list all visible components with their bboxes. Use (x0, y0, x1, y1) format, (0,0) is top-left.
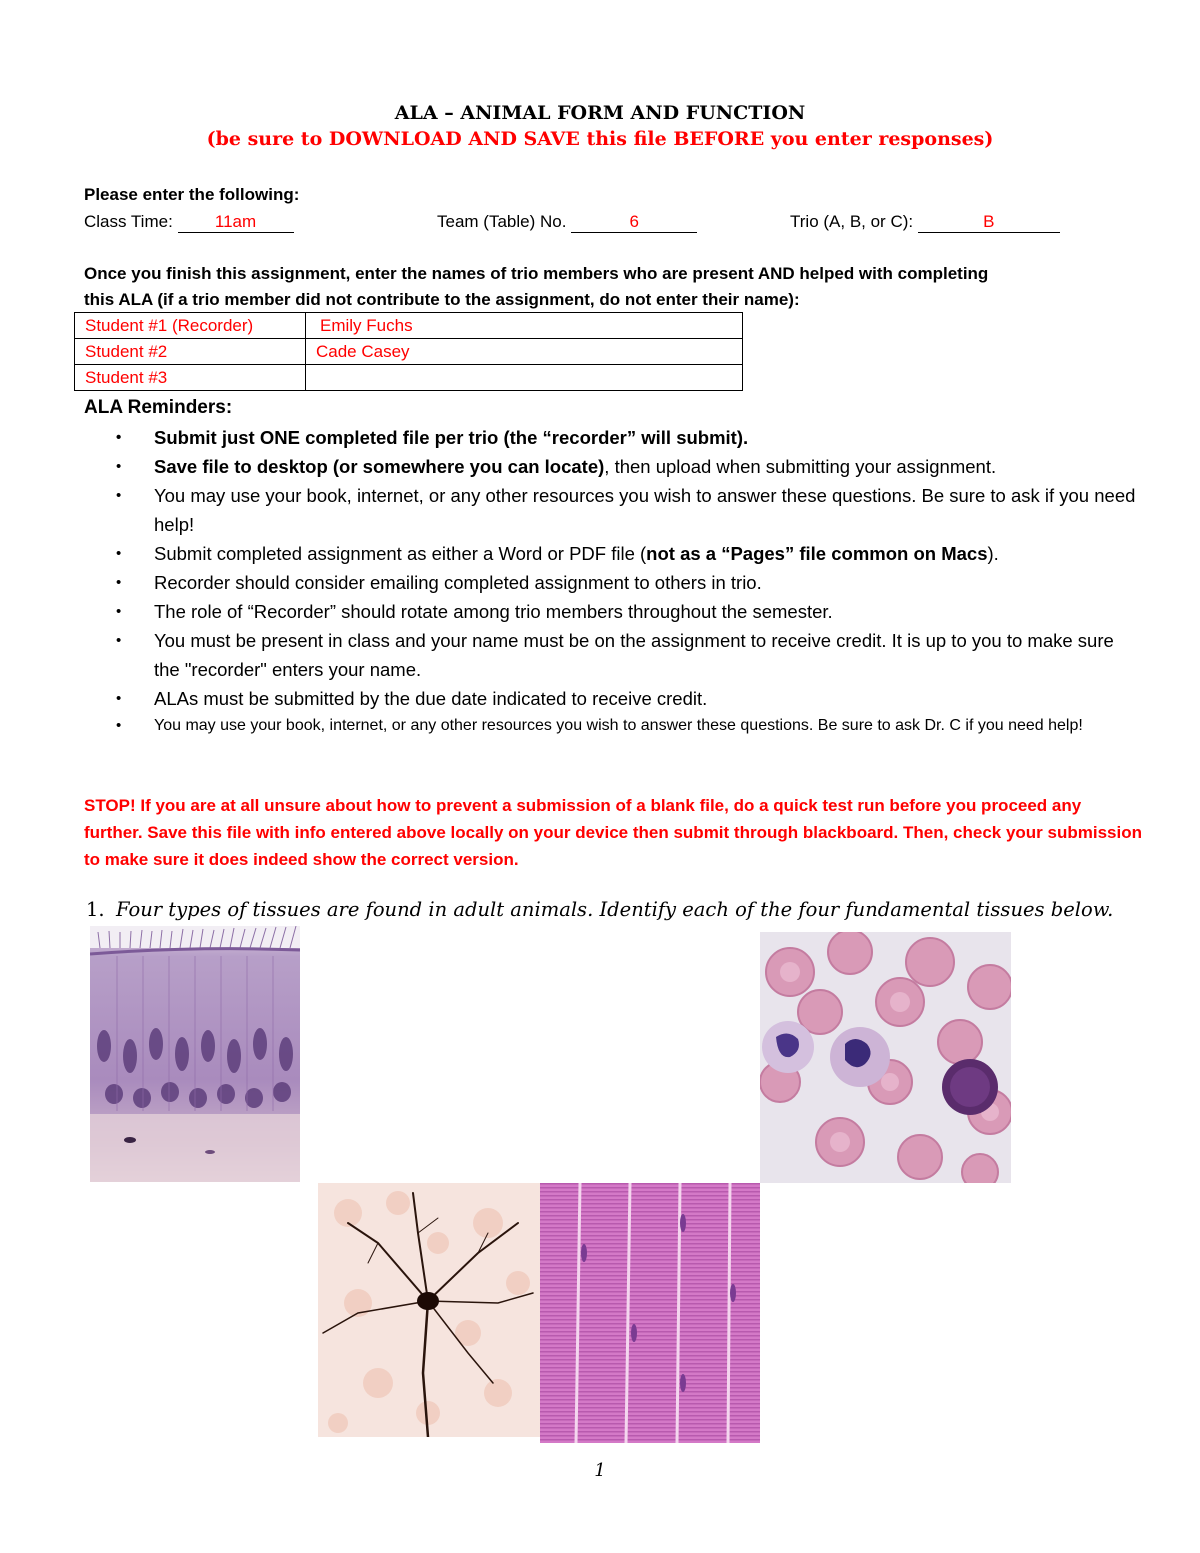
epithelial-tissue-image (90, 926, 300, 1182)
class-time-field (84, 212, 294, 233)
trio-value[interactable]: B (918, 212, 1060, 233)
trio-field (790, 212, 1060, 233)
bullet-icon: • (116, 574, 122, 591)
list-item: • Submit just ONE completed file per trio (the “recorder” will submit). (116, 423, 1136, 452)
list-item: • You may use your book, internet, or any other resources you wish to answer these questions. Be sure to ask Dr. C if you need help! (116, 713, 1136, 739)
muscle-tissue-image (540, 1183, 760, 1443)
question-text: Four types of tissues are found in adult animals. Identify each of the four fundamental tissues below. (116, 898, 1114, 921)
reminders-list (116, 423, 1136, 739)
bullet-icon: • (116, 690, 122, 707)
student-label: Student #2 (75, 339, 306, 365)
page-number: 1 (594, 1460, 606, 1481)
student-name-field[interactable]: Emily Fuchs (306, 313, 743, 339)
nervous-tissue-image (318, 1183, 540, 1437)
team-label: Team (Table) No. (437, 212, 567, 231)
student-label: Student #1 (Recorder) (75, 313, 306, 339)
bullet-icon: • (116, 458, 122, 475)
list-item: • The role of “Recorder” should rotate among trio members throughout the semester. (116, 597, 1136, 626)
table-row (75, 339, 743, 365)
connective-tissue-image (760, 932, 1011, 1183)
table-row (75, 365, 743, 391)
bullet-icon: • (116, 632, 122, 649)
bullet-icon: • (116, 545, 122, 562)
instruction-line-1: Once you finish this assignment, enter the names of trio members who are present AND helped with completing (84, 264, 989, 283)
student-label: Student #3 (75, 365, 306, 391)
question-1 (86, 898, 1114, 921)
list-item: • Submit completed assignment as either a Word or PDF file (not as a “Pages” file common on Macs). (116, 539, 1136, 568)
document-subtitle: (be sure to DOWNLOAD AND SAVE this file BEFORE you enter responses) (206, 128, 994, 150)
list-item: • Save file to desktop (or somewhere you can locate), then upload when submitting your assignment. (116, 452, 1136, 481)
list-item: • Recorder should consider emailing completed assignment to others in trio. (116, 568, 1136, 597)
instruction-line-2: this ALA (if a trio member did not contribute to the assignment, do not enter their name): (84, 290, 800, 309)
bullet-icon: • (116, 487, 122, 504)
stop-notice: STOP! If you are at all unsure about how to prevent a submission of a blank file, do a quick test run before you proceed any further. Save this file with info entered above locally on your device then submit through blackboard. Then, check your submission to make sure it does indeed show the correct version. (84, 796, 1142, 869)
list-item: • You may use your book, internet, or any other resources you wish to answer these questions. Be sure to ask if you need help! (116, 481, 1136, 539)
bullet-icon: • (116, 429, 122, 446)
list-item: • ALAs must be submitted by the due date indicated to receive credit. (116, 684, 1136, 713)
bullet-icon: • (116, 603, 122, 620)
bullet-icon: • (116, 717, 122, 734)
reminders-heading: ALA Reminders: (84, 397, 233, 418)
class-time-value[interactable]: 11am (178, 212, 294, 233)
table-row (75, 313, 743, 339)
class-time-label: Class Time: (84, 212, 173, 231)
question-number: 1. (86, 898, 105, 921)
team-field (437, 212, 697, 233)
team-value[interactable]: 6 (571, 212, 697, 233)
list-item: • You must be present in class and your name must be on the assignment to receive credit. It is up to you to make sure the "recorder" enters your name. (116, 626, 1136, 684)
student-name-field[interactable]: Cade Casey (306, 339, 743, 365)
student-name-field[interactable] (306, 365, 743, 391)
student-table (74, 312, 743, 391)
trio-label: Trio (A, B, or C): (790, 212, 914, 231)
document-title: ALA – ANIMAL FORM AND FUNCTION (394, 102, 806, 124)
info-prompt: Please enter the following: (84, 185, 300, 204)
